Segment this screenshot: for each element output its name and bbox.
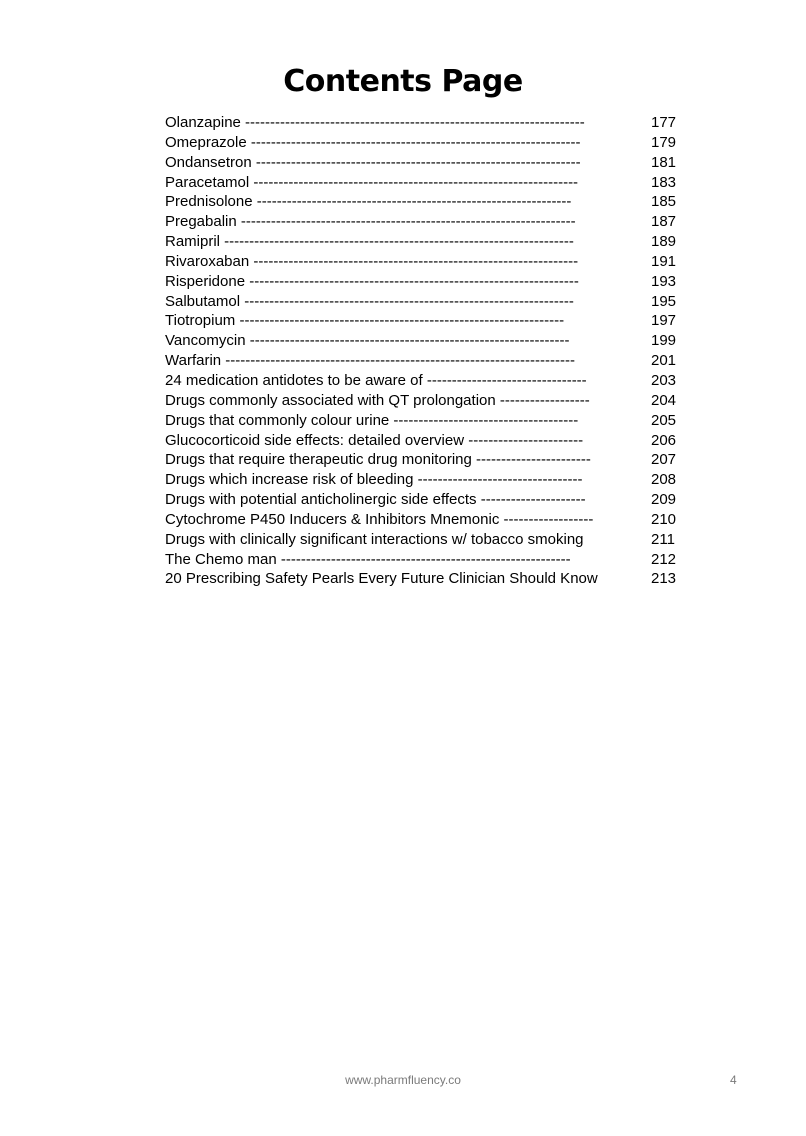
- toc-entry-label: Ondansetron -----------------------------------------------------------------: [165, 153, 581, 171]
- toc-entry-tobacco: [165, 530, 685, 550]
- toc-entry-page: 197: [651, 312, 677, 330]
- toc-entry-page: 191: [651, 252, 677, 270]
- toc-entry-qt-prolongation: [165, 391, 685, 411]
- toc-entry-prednisolone: [165, 192, 685, 212]
- toc-entry-pregabalin: [165, 212, 685, 232]
- toc-entry-risperidone: [165, 272, 685, 292]
- toc-entry-page: 212: [651, 550, 677, 568]
- toc-entry-label: Drugs which increase risk of bleeding ---------------------------------: [165, 471, 583, 489]
- toc-entry-page: 177: [651, 114, 677, 131]
- toc-entry-label: Salbutamol ------------------------------------------------------------------: [165, 292, 574, 310]
- footer-website: www.pharmfluency.co: [345, 1073, 461, 1087]
- toc-entry-label: Drugs that require therapeutic drug monitoring -----------------------: [165, 451, 591, 469]
- toc-entry-colour-urine: [165, 411, 685, 431]
- toc-entry-ondansetron: [165, 153, 685, 173]
- toc-entry-safety-pearls: [165, 569, 685, 589]
- toc-entry-page: 210: [651, 510, 677, 528]
- toc-entry-tdm: [165, 450, 685, 470]
- toc-entry-label: Drugs that commonly colour urine -------------------------------------: [165, 411, 579, 429]
- toc-entry-page: 201: [651, 352, 677, 370]
- toc-entry-page: 204: [651, 391, 677, 409]
- toc-entry-label: Ramipril ----------------------------------------------------------------------: [165, 233, 574, 251]
- toc-entry-page: 181: [651, 153, 677, 171]
- toc-entry-label: Omeprazole ------------------------------------------------------------------: [165, 133, 581, 151]
- toc-entry-salbutamol: [165, 292, 685, 312]
- toc-entry-omeprazole: [165, 133, 685, 153]
- toc-entry-page: 187: [651, 213, 677, 231]
- toc-entry-label: Cytochrome P450 Inducers & Inhibitors Mnemonic ------------------: [165, 510, 594, 528]
- toc-entry-page: 179: [651, 133, 677, 151]
- toc-entry-page: 206: [651, 431, 677, 449]
- toc-entry-label: 24 medication antidotes to be aware of --------------------------------: [165, 371, 587, 389]
- toc-entry-label: Tiotropium -----------------------------------------------------------------: [165, 312, 565, 330]
- toc-entry-page: 209: [651, 491, 677, 509]
- toc-entry-label: Drugs commonly associated with QT prolongation ------------------: [165, 391, 590, 409]
- toc-entry-label: The Chemo man ----------------------------------------------------------: [165, 550, 571, 568]
- toc-entry-label: Olanzapine --------------------------------------------------------------------: [165, 114, 585, 131]
- toc-entry-ramipril: [165, 232, 685, 252]
- toc-entry-page: 203: [651, 371, 677, 389]
- toc-entry-anticholinergic: [165, 490, 685, 510]
- toc-entry-page: 183: [651, 173, 677, 191]
- toc-entry-page: 205: [651, 411, 677, 429]
- footer-page-number: 4: [730, 1073, 737, 1087]
- toc-entry-chemo-man: [165, 550, 685, 570]
- toc-entry-label: Pregabalin -------------------------------------------------------------------: [165, 213, 576, 231]
- toc-entry-page: 199: [651, 332, 677, 350]
- table-of-contents: [165, 113, 685, 589]
- toc-entry-page: 213: [651, 570, 677, 588]
- toc-entry-label: 20 Prescribing Safety Pearls Every Future Clinician Should Know: [165, 570, 598, 588]
- toc-entry-label: Prednisolone ---------------------------------------------------------------: [165, 193, 572, 211]
- toc-entry-antidotes: [165, 371, 685, 391]
- toc-entry-rivaroxaban: [165, 252, 685, 272]
- toc-entry-vancomycin: [165, 331, 685, 351]
- toc-entry-glucocorticoid: [165, 431, 685, 451]
- page-title: Contents Page: [283, 64, 523, 99]
- toc-entry-page: 193: [651, 272, 677, 290]
- toc-entry-cyp450: [165, 510, 685, 530]
- toc-entry-label: Paracetamol -----------------------------------------------------------------: [165, 173, 579, 191]
- toc-entry-page: 211: [651, 530, 675, 548]
- toc-entry-page: 185: [651, 193, 677, 211]
- toc-entry-warfarin: [165, 351, 685, 371]
- toc-entry-page: 207: [651, 451, 677, 469]
- toc-entry-tiotropium: [165, 311, 685, 331]
- toc-entry-label: Vancomycin ----------------------------------------------------------------: [165, 332, 570, 350]
- toc-entry-paracetamol: [165, 173, 685, 193]
- toc-entry-page: 208: [651, 471, 677, 489]
- toc-entry-label: Rivaroxaban -----------------------------------------------------------------: [165, 252, 579, 270]
- toc-entry-label: Drugs with potential anticholinergic side effects ---------------------: [165, 491, 586, 509]
- toc-entry-olanzapine: [165, 113, 685, 133]
- toc-entry-bleeding: [165, 470, 685, 490]
- toc-entry-label: Glucocorticoid side effects: detailed overview -----------------------: [165, 431, 584, 449]
- toc-entry-label: Risperidone ------------------------------------------------------------------: [165, 272, 579, 290]
- toc-entry-page: 195: [651, 292, 677, 310]
- toc-entry-page: 189: [651, 233, 677, 251]
- toc-entry-label: Warfarin ----------------------------------------------------------------------: [165, 352, 575, 370]
- toc-entry-label: Drugs with clinically significant interactions w/ tobacco smoking: [165, 530, 584, 548]
